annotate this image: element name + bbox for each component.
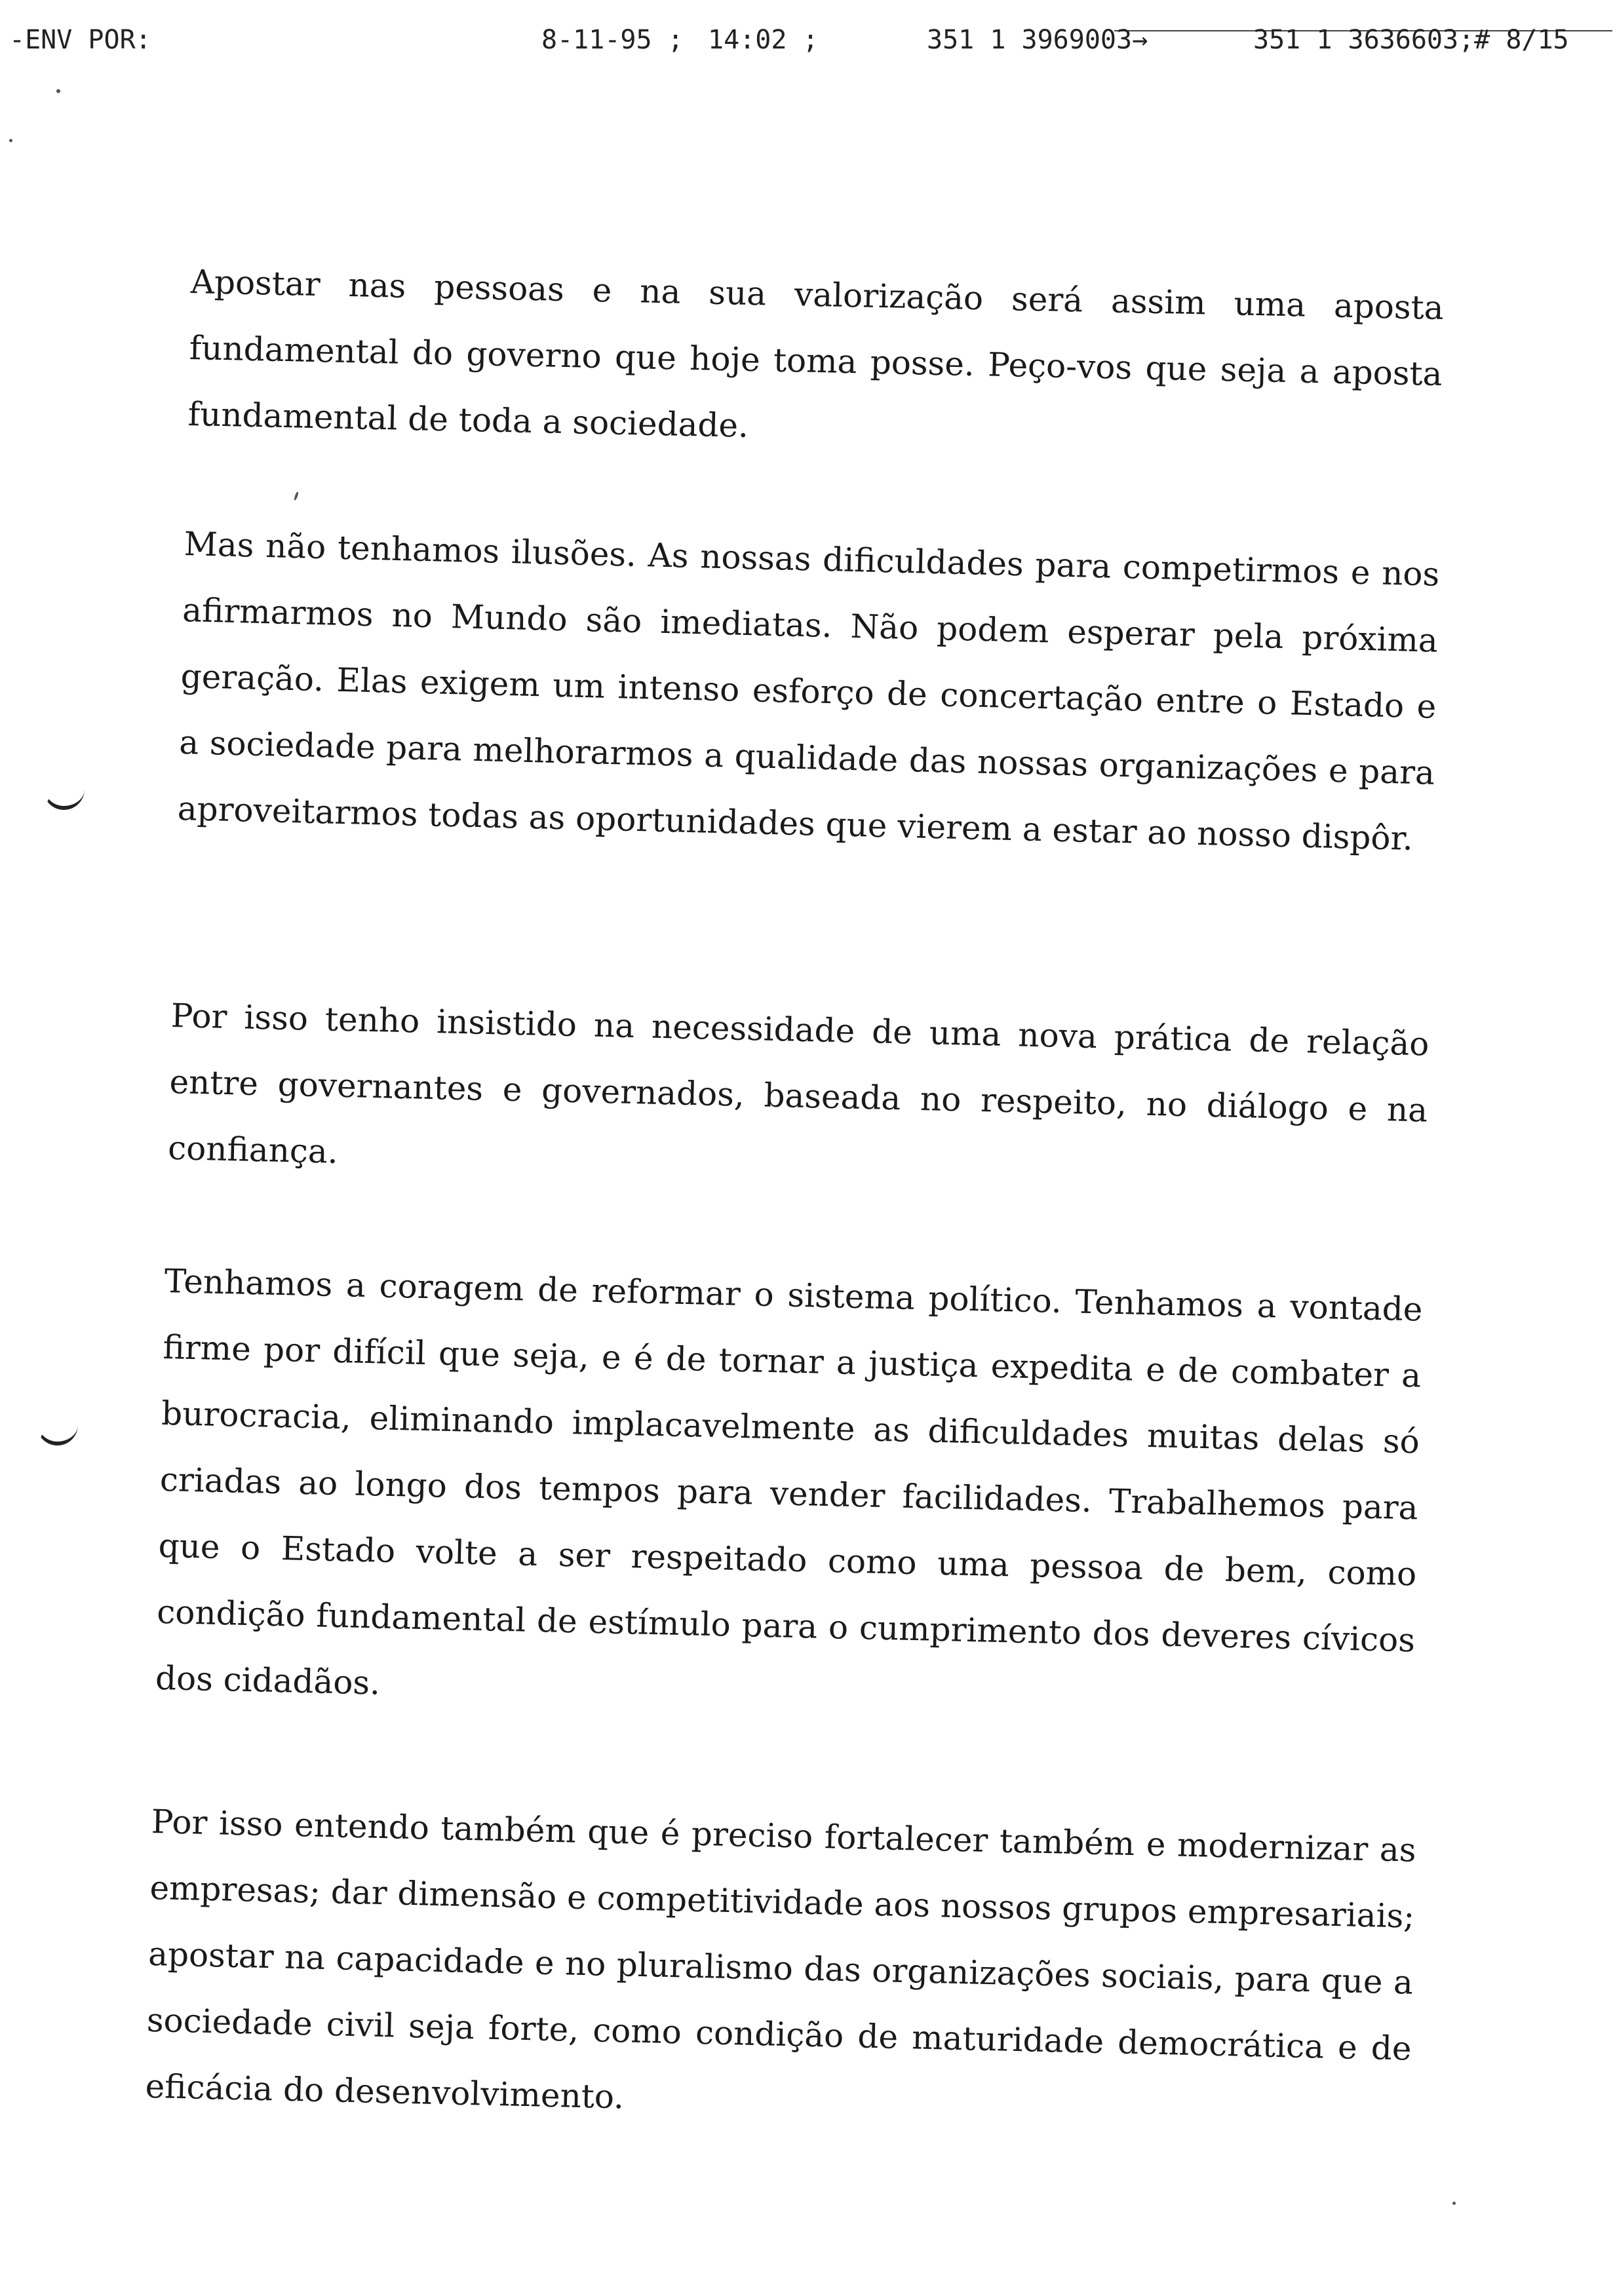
paragraph-2: Mas não tenhamos ilusões. As nossas dificuldades para competirmos e nos afirmarmos no Mundo são imediatas. Não podem esperar pela próxima geração. Elas exigem um intenso esforço de concertação entre o Estado e a sociedade para melhorarmos a qualidade das nossas organizações e para aproveitarmos todas as oportunidades que vierem a estar ao nosso dispôr. <box>177 524 1440 858</box>
scan-speck <box>9 139 12 142</box>
scan-speck <box>56 89 60 93</box>
paragraph-1: Apostar nas pessoas e na sua valorização será assim uma aposta fundamental do governo que hoje toma posse. Peço-vos que seja a aposta fundamental de toda a sociedade. <box>187 262 1445 445</box>
fax-date: 8-11-95 ; <box>541 25 684 55</box>
margin-check-mark <box>37 1422 78 1445</box>
scan-speck <box>294 491 300 501</box>
scan-speck <box>1452 2202 1456 2205</box>
fax-to-number-page: 351 1 3636603;# 8/15 <box>1253 25 1569 55</box>
margin-check-mark <box>43 786 85 810</box>
fax-time: 14:02 ; <box>708 25 819 55</box>
fax-sender: -ENV POR: <box>9 25 151 55</box>
paragraph-4: Tenhamos a coragem de reformar o sistema político. Tenhamos a vontade firme por difícil que seja, e é de tornar a justiça expedita e de combater a burocracia, eliminando implacavelmente as dificuldades muitas delas só criadas ao longo dos tempos para vender facilidades. Trabalhemos para que o Estado volte a ser respeitado como uma pessoa de bem, como condição fundamental de estímulo para o cumprimento dos deveres cívicos dos cidadãos. <box>155 1261 1424 1702</box>
fax-from-number: 351 1 3969003→ <box>927 25 1148 55</box>
paragraph-5: Por isso entendo também que é preciso fortalecer também e modernizar as empresas; dar dimensão e competitividade aos nossos grupos empresariais; apostar na capacidade e no pluralismo das organizações sociais, para que a sociedade civil seja forte, como condição de maturidade democrática e de eficácia do desenvolvimento. <box>145 1802 1417 2116</box>
paragraph-3: Por isso tenho insistido na necessidade de uma nova prática de relação entre governantes e governados, baseada no respeito, no diálogo e na confiança. <box>167 996 1430 1171</box>
